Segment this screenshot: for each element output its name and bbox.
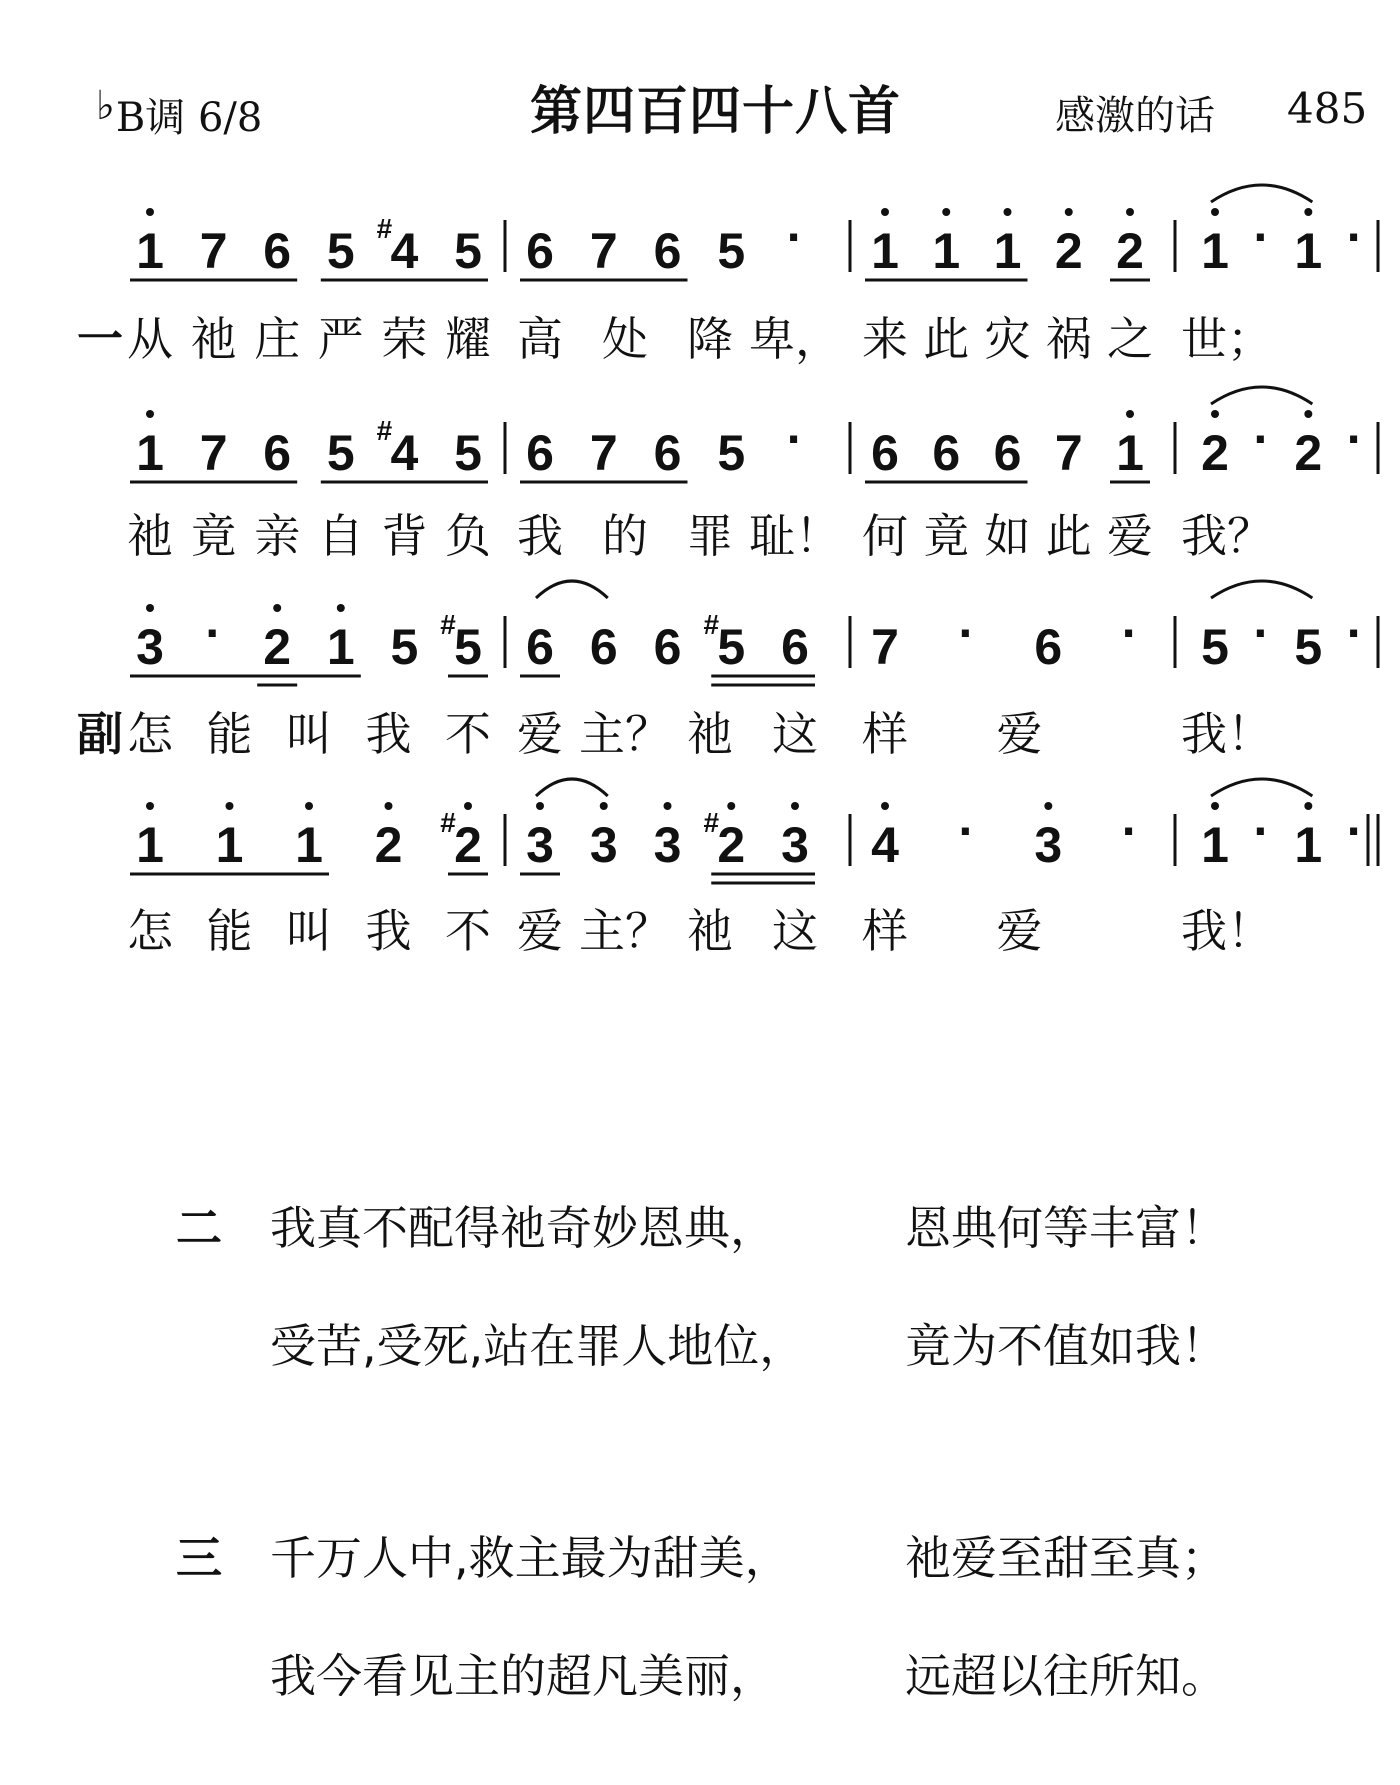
note: 3 <box>1034 817 1063 873</box>
duration-dot: · <box>1346 605 1364 661</box>
octave-dot <box>146 208 154 216</box>
note: 2 <box>454 817 482 873</box>
note: 3 <box>781 817 809 873</box>
note: 5 <box>717 425 746 481</box>
lyric-char: 这 <box>772 904 818 958</box>
duration-dot: · <box>205 605 222 661</box>
octave-dot <box>1304 410 1312 418</box>
lyric-char: 样 <box>862 904 908 958</box>
verse-line-second-half: 远超以往所知。 <box>905 1649 1227 1703</box>
lyric-char: 祸 <box>1045 312 1092 366</box>
note: 7 <box>589 223 618 279</box>
lyric-char: 罪 <box>687 509 733 563</box>
note: 1 <box>136 223 164 279</box>
lyric-char: 叫 <box>286 904 332 958</box>
lyric-char: 爱 <box>1107 509 1153 563</box>
note: 1 <box>215 817 244 873</box>
octave-dot <box>791 802 799 810</box>
octave-dot <box>536 802 544 810</box>
note: 1 <box>326 619 355 675</box>
hymn-title: 第四百四十八首 <box>530 82 902 142</box>
verse-line-second-half: 祂爱至甜至真； <box>905 1531 1227 1585</box>
note: 6 <box>589 619 618 675</box>
system-label: 一 <box>77 312 123 366</box>
note: 2 <box>1294 425 1323 481</box>
note: 1 <box>1116 425 1144 481</box>
duration-dot: · <box>1253 411 1270 467</box>
octave-dot <box>664 802 672 810</box>
octave-dot <box>226 802 234 810</box>
note: 1 <box>1201 223 1229 279</box>
lyric-char: 竟 <box>923 509 970 563</box>
note: 6 <box>526 425 554 481</box>
note: 7 <box>1054 425 1083 481</box>
lyric-char: 主？ <box>579 904 671 958</box>
duration-dot: · <box>958 605 975 661</box>
octave-dot <box>942 208 950 216</box>
sharp-accidental: # <box>440 807 456 838</box>
lyric-char: 叫 <box>286 707 332 761</box>
note: 6 <box>653 223 682 279</box>
verse-line-second-half: 恩典何等丰富！ <box>905 1201 1227 1255</box>
octave-dot <box>727 802 735 810</box>
verse-line-second-half: 竟为不值如我！ <box>905 1319 1227 1373</box>
sharp-accidental: # <box>376 213 393 244</box>
lyric-char: 不 <box>445 904 491 958</box>
lyric-char: 荣 <box>381 312 428 366</box>
duration-dot: · <box>1121 605 1139 661</box>
note: 2 <box>374 817 403 873</box>
lyric-char: 爱 <box>996 707 1043 761</box>
octave-dot <box>1211 208 1219 216</box>
octave-dot <box>273 604 281 612</box>
lyric-char: 来 <box>862 312 908 366</box>
lyric-char: 祂 <box>190 312 237 366</box>
duration-dot: · <box>1253 605 1270 661</box>
lyric-char: 不 <box>445 707 491 761</box>
sharp-accidental: # <box>376 415 393 446</box>
lyric-char: 竟 <box>190 509 237 563</box>
octave-dot <box>305 802 313 810</box>
lyric-char: 耻！ <box>749 509 841 563</box>
lyric-char: 高 <box>517 312 563 366</box>
lyric-char: 严 <box>317 312 364 366</box>
octave-dot <box>464 802 472 810</box>
octave-dot <box>146 802 154 810</box>
note: 2 <box>1201 425 1229 481</box>
note: 3 <box>589 817 618 873</box>
note: 1 <box>871 223 899 279</box>
lyric-char: 自 <box>317 509 364 563</box>
lyric-char: 庄 <box>254 312 301 366</box>
verse-line-first-half: 我真不配得祂奇妙恩典， <box>270 1201 776 1255</box>
note: 6 <box>526 223 554 279</box>
lyric-char: 卑， <box>749 312 841 366</box>
note: 2 <box>717 817 746 873</box>
octave-dot <box>1126 410 1134 418</box>
note: 1 <box>932 223 961 279</box>
note: 5 <box>1201 619 1229 675</box>
lyric-char: 何 <box>862 509 908 563</box>
duration-dot: · <box>786 209 804 265</box>
octave-dot <box>1211 802 1219 810</box>
sharp-accidental: # <box>440 609 456 640</box>
lyric-char: 处 <box>602 312 648 366</box>
note: 6 <box>653 619 682 675</box>
note: 3 <box>136 619 164 675</box>
octave-dot <box>1004 208 1012 216</box>
note: 5 <box>326 425 355 481</box>
note: 7 <box>871 619 899 675</box>
octave-dot <box>1065 208 1073 216</box>
note: 7 <box>199 425 228 481</box>
note: 5 <box>326 223 355 279</box>
note: 3 <box>526 817 554 873</box>
system-label: 副 <box>77 707 123 761</box>
octave-dot <box>337 604 345 612</box>
lyric-char: 此 <box>923 312 970 366</box>
octave-dot <box>385 802 393 810</box>
duration-dot: · <box>1253 209 1270 265</box>
key-and-meter: B调 6/8 <box>115 95 263 141</box>
lyric-char: 亲 <box>254 509 301 563</box>
note: 5 <box>717 223 746 279</box>
note: 5 <box>454 619 482 675</box>
slur-tie <box>536 779 608 796</box>
octave-dot <box>1304 208 1312 216</box>
note: 6 <box>871 425 899 481</box>
note: 3 <box>653 817 682 873</box>
note: 4 <box>390 223 419 279</box>
note: 6 <box>653 425 682 481</box>
hymn-category: 感激的话 <box>1055 93 1215 139</box>
octave-dot <box>1211 410 1219 418</box>
note: 6 <box>263 425 292 481</box>
lyric-char: 我！ <box>1181 707 1273 761</box>
lyric-char: 祂 <box>687 904 733 958</box>
slur-tie <box>1211 779 1312 796</box>
lyric-char: 我！ <box>1181 904 1273 958</box>
lyric-char: 降 <box>687 312 733 366</box>
note: 6 <box>263 223 292 279</box>
duration-dot: · <box>958 803 975 859</box>
lyric-char: 怎 <box>127 707 173 761</box>
lyric-char: 的 <box>602 509 648 563</box>
note: 1 <box>136 817 164 873</box>
octave-dot <box>146 410 154 418</box>
lyric-char: 耀 <box>445 312 491 366</box>
note: 4 <box>871 817 899 873</box>
lyric-char: 这 <box>772 707 818 761</box>
page-number: 485 <box>1287 84 1368 133</box>
note: 1 <box>993 223 1022 279</box>
sharp-accidental: # <box>703 609 720 640</box>
note: 6 <box>993 425 1022 481</box>
duration-dot: · <box>786 411 804 467</box>
lyric-char: 灾 <box>984 312 1031 366</box>
octave-dot <box>600 802 608 810</box>
lyric-char: 此 <box>1045 509 1092 563</box>
lyric-char: 负 <box>445 509 491 563</box>
verse-number: 三 <box>176 1531 222 1585</box>
lyric-char: 之 <box>1107 312 1153 366</box>
note: 6 <box>932 425 961 481</box>
lyric-char: 从 <box>127 312 173 366</box>
lyric-char: 怎 <box>127 904 173 958</box>
note: 6 <box>781 619 809 675</box>
note: 4 <box>390 425 419 481</box>
duration-dot: · <box>1346 209 1364 265</box>
lyric-char: 祂 <box>127 509 173 563</box>
slur-tie <box>536 581 608 598</box>
note: 7 <box>589 425 618 481</box>
lyric-char: 能 <box>206 707 253 761</box>
note: 2 <box>263 619 292 675</box>
lyric-char: 背 <box>381 509 428 563</box>
note: 5 <box>1294 619 1323 675</box>
note: 6 <box>526 619 554 675</box>
lyric-char: 爱 <box>517 707 563 761</box>
flat-symbol: ♭ <box>96 83 115 129</box>
note: 1 <box>1201 817 1229 873</box>
note: 5 <box>454 425 482 481</box>
octave-dot <box>146 604 154 612</box>
lyric-char: 爱 <box>996 904 1043 958</box>
duration-dot: · <box>1346 803 1364 859</box>
note: 6 <box>1034 619 1063 675</box>
octave-dot <box>1044 802 1052 810</box>
sharp-accidental: # <box>703 807 720 838</box>
lyric-char: 我 <box>365 707 412 761</box>
lyric-char: 世； <box>1181 312 1273 366</box>
duration-dot: · <box>1253 803 1270 859</box>
note: 7 <box>199 223 228 279</box>
lyric-char: 爱 <box>517 904 563 958</box>
duration-dot: · <box>1121 803 1139 859</box>
lyric-char: 祂 <box>687 707 733 761</box>
octave-dot <box>1304 802 1312 810</box>
verse-line-first-half: 我今看见主的超凡美丽， <box>270 1649 776 1703</box>
octave-dot <box>1126 208 1134 216</box>
note: 2 <box>1116 223 1144 279</box>
note: 5 <box>390 619 419 675</box>
note: 1 <box>136 425 164 481</box>
note: 2 <box>1054 223 1083 279</box>
note: 5 <box>454 223 482 279</box>
slur-tie <box>1211 185 1312 202</box>
slur-tie <box>1211 581 1312 598</box>
lyric-char: 主？ <box>579 707 671 761</box>
octave-dot <box>881 208 889 216</box>
duration-dot: · <box>1346 411 1364 467</box>
lyric-char: 如 <box>984 509 1031 563</box>
note: 1 <box>1294 223 1323 279</box>
note: 5 <box>717 619 746 675</box>
slur-tie <box>1211 387 1312 404</box>
verse-line-first-half: 千万人中,救主最为甜美， <box>270 1531 791 1585</box>
octave-dot <box>881 802 889 810</box>
verse-line-first-half: 受苦,受死,站在罪人地位， <box>270 1319 806 1373</box>
lyric-char: 样 <box>862 707 908 761</box>
verse-number: 二 <box>176 1201 222 1255</box>
lyric-char: 我 <box>365 904 412 958</box>
lyric-char: 我？ <box>1181 509 1273 563</box>
lyric-char: 我 <box>517 509 563 563</box>
lyric-char: 能 <box>206 904 253 958</box>
note: 1 <box>295 817 323 873</box>
note: 1 <box>1294 817 1323 873</box>
